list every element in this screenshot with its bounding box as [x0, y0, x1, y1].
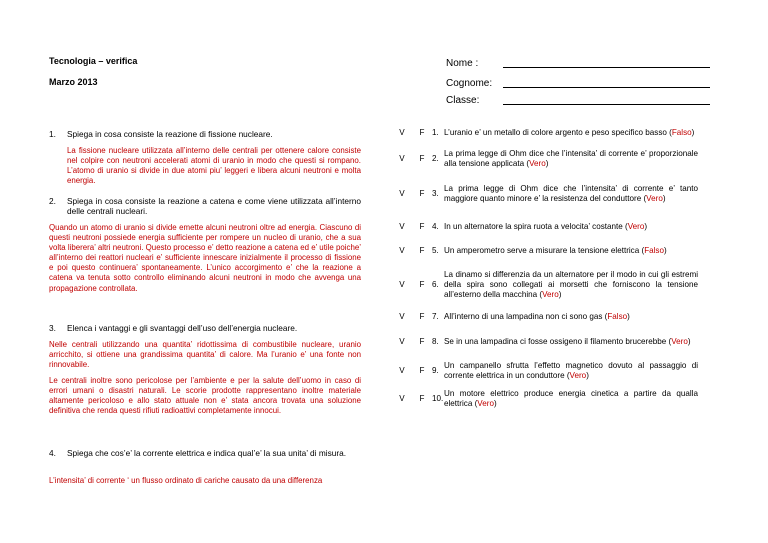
false-option[interactable]: F	[419, 365, 425, 375]
surname-label: Cognome:	[446, 78, 493, 89]
tf-row	[392, 264, 698, 306]
tf-paren-open: (	[666, 127, 672, 137]
false-option[interactable]: F	[419, 127, 425, 137]
question-number: 2.	[49, 196, 56, 206]
tf-paren-open: (	[524, 158, 530, 168]
tf-paren-close: )	[691, 127, 695, 137]
question-number: 4.	[49, 448, 56, 458]
tf-number: 2.	[432, 153, 439, 163]
false-option[interactable]: F	[419, 221, 425, 231]
tf-paren-open: (	[564, 370, 570, 380]
true-option[interactable]: V	[399, 127, 405, 137]
question-number: 1.	[49, 129, 56, 139]
tf-number: 5.	[432, 245, 439, 255]
tf-number: 6.	[432, 280, 439, 290]
tf-number: 7.	[432, 312, 439, 322]
tf-statement	[444, 145, 698, 172]
answer-3b: Le centrali inoltre sono pericolose per l’ambiente e per la salute dell’uomo in caso di errori umani o disastri naturali. Le scorie prodotte rappresentano inoltre materiale altamente pericoloso e allo stato attuale non e’ stata ancora trovata una soluzione definitiva che renda questi rifiuti radioattivi completamente innocui.	[49, 376, 361, 416]
tf-text: In un alternatore la spira ruota a velocita’ costante	[444, 221, 623, 231]
tf-paren-open: (	[602, 312, 608, 322]
true-option[interactable]: V	[399, 280, 405, 290]
false-option[interactable]: F	[419, 312, 425, 322]
tf-paren-open: (	[622, 221, 628, 231]
tf-paren-close: )	[586, 370, 589, 380]
tf-paren-close: )	[627, 312, 630, 322]
tf-row	[392, 328, 698, 356]
tf-paren-open: (	[472, 399, 478, 408]
tf-statement	[444, 237, 698, 264]
tf-row	[392, 237, 698, 264]
tf-text: Se in una lampadina ci fosse ossigeno il filamento brucerebbe	[444, 337, 667, 347]
tf-answer: Falso	[671, 127, 692, 137]
true-false-table	[392, 120, 698, 413]
question-2	[49, 196, 361, 217]
answer-1: La fissione nucleare utilizzata all’interno delle centrali per ottenere calore consiste nel colpire con neutroni accelerati atomi di uranio in modo che questi si rompano. L’atomo di uranio si divide in due atomi piu’ leggeri e libera alcuni neutroni e molta energia.	[67, 146, 361, 186]
tf-paren-close: )	[493, 399, 497, 408]
tf-answer: Vero	[477, 399, 494, 408]
tf-text: La prima legge di Ohm dice che l’intensita’ di corrente e’ proporzionale alla tensione applicata	[444, 148, 698, 168]
false-option[interactable]: F	[419, 189, 425, 199]
tf-paren-close: )	[687, 337, 691, 347]
tf-paren-close: )	[644, 221, 648, 231]
name-field[interactable]	[503, 67, 710, 68]
tf-statement	[444, 264, 698, 306]
tf-statement	[444, 306, 698, 328]
tf-statement	[444, 120, 698, 145]
false-option[interactable]: F	[419, 394, 425, 404]
tf-statement	[444, 172, 698, 216]
true-option[interactable]: V	[399, 337, 405, 347]
question-number: 3.	[49, 323, 56, 333]
true-option[interactable]: V	[399, 312, 405, 322]
tf-answer: Vero	[569, 370, 587, 380]
question-text: Spiega in cosa consiste la reazione di fissione nucleare.	[67, 129, 273, 139]
tf-paren-open: (	[666, 337, 672, 347]
tf-answer: Vero	[671, 337, 688, 347]
tf-paren-close: )	[545, 158, 549, 168]
tf-text: L’uranio e’ un metallo di colore argento e peso specifico basso	[444, 127, 667, 137]
tf-answer: Falso	[607, 312, 628, 322]
tf-answer: Vero	[529, 158, 546, 168]
tf-text: All’interno di una lampadina non ci sono gas	[444, 312, 603, 322]
tf-statement	[444, 356, 698, 385]
question-text: Spiega in cosa consiste la reazione a catena e come viene utilizzata all’interno delle centrali nucleari.	[67, 196, 361, 217]
tf-answer: Vero	[646, 194, 663, 203]
true-option[interactable]: V	[399, 153, 405, 163]
tf-number: 3.	[432, 189, 439, 199]
tf-paren-open: (	[639, 245, 645, 255]
tf-statement	[444, 216, 698, 237]
tf-text: Un motore elettrico produce energia cinetica a partire da qualla elettrica	[444, 389, 698, 408]
tf-text: La prima legge di Ohm dice che l’intensita’ di corrente e’ tanto maggiore quanto minore e’ la resistenza del conduttore	[444, 184, 698, 203]
surname-field[interactable]	[503, 87, 710, 88]
tf-row	[392, 356, 698, 385]
tf-row	[392, 306, 698, 328]
true-option[interactable]: V	[399, 394, 405, 404]
false-option[interactable]: F	[419, 280, 425, 290]
tf-paren-close: )	[558, 289, 562, 299]
tf-answer: Vero	[627, 221, 645, 231]
question-4	[49, 448, 361, 458]
false-option[interactable]: F	[419, 153, 425, 163]
tf-statement	[444, 385, 698, 413]
false-option[interactable]: F	[419, 337, 425, 347]
tf-number: 9.	[432, 365, 439, 375]
tf-paren-close: )	[662, 194, 666, 203]
answer-4: L’intensita’ di corrente ‘ un flusso ordinato di cariche causato da una differenza	[49, 476, 323, 485]
tf-text: Un campanello sfrutta l’effetto magnetico dovuto al passaggio di corrente elettrica in un conduttore	[444, 360, 698, 380]
tf-row	[392, 172, 698, 216]
name-label: Nome :	[446, 58, 479, 69]
true-option[interactable]: V	[399, 245, 405, 255]
answer-2: Quando un atomo di uranio si divide emette alcuni neutroni oltre ad energia. Ciascuno di questi neutroni possiede energia sufficiente per rompere un nucleo di uranio, che a sua volta liberera’ altri neutroni. Questo processo e’ detto reazione a catena ed e’ utile poiche’ all’interno dei reattori nucleari e’ sufficiente innescare inizialmente il processo di fissione e poi questo continuera’ spontaneamente. L’unico accorgimento e’ che la reazione a catena va tenuta sotto controllo eliminando alcuni neutroni in modo che avvenga una propagazione controllata.	[49, 223, 361, 293]
tf-row	[392, 385, 698, 413]
question-1	[49, 129, 361, 139]
false-option[interactable]: F	[419, 245, 425, 255]
tf-row	[392, 145, 698, 172]
tf-answer: Vero	[542, 289, 559, 299]
tf-number: 8.	[432, 337, 439, 347]
question-text: Elenca i vantaggi e gli svantaggi dell’uso dell’energia nucleare.	[67, 323, 298, 333]
test-date: Marzo 2013	[49, 77, 98, 87]
tf-paren-close: )	[663, 245, 667, 255]
tf-paren-open: (	[641, 194, 647, 203]
true-option[interactable]: V	[399, 221, 405, 231]
tf-number: 10.	[432, 394, 444, 404]
tf-text: La dinamo si differenzia da un alternatore per il modo in cui gli estremi della spira sono collegati ai morsetti che forniscono la tensione all’esterno della macchina	[444, 270, 698, 299]
tf-paren-open: (	[537, 289, 543, 299]
class-field[interactable]	[503, 104, 710, 105]
question-text: Spiega che cos’e’ la corrente elettrica e indica qual’e’ la sua unita’ di misura.	[67, 448, 347, 458]
true-option[interactable]: V	[399, 365, 405, 375]
class-label: Classe:	[446, 95, 480, 106]
tf-text: Un amperometro serve a misurare la tensione elettrica	[444, 245, 640, 255]
tf-answer: Falso	[644, 245, 664, 255]
tf-statement	[444, 328, 698, 356]
subject-title: Tecnologia – verifica	[49, 56, 138, 66]
answer-3a: Nelle centrali utilizzando una quantita’ ridottissima di combustibile nucleare, uranio arricchito, si ottiene una grandissima quantita’ di calore. Ma l’uranio e’ una fonte non rinnovabile.	[49, 340, 361, 370]
tf-number: 4.	[432, 221, 439, 231]
tf-row	[392, 216, 698, 237]
true-option[interactable]: V	[399, 189, 405, 199]
tf-row	[392, 120, 698, 145]
question-3	[49, 323, 361, 333]
tf-number: 1.	[432, 127, 439, 137]
